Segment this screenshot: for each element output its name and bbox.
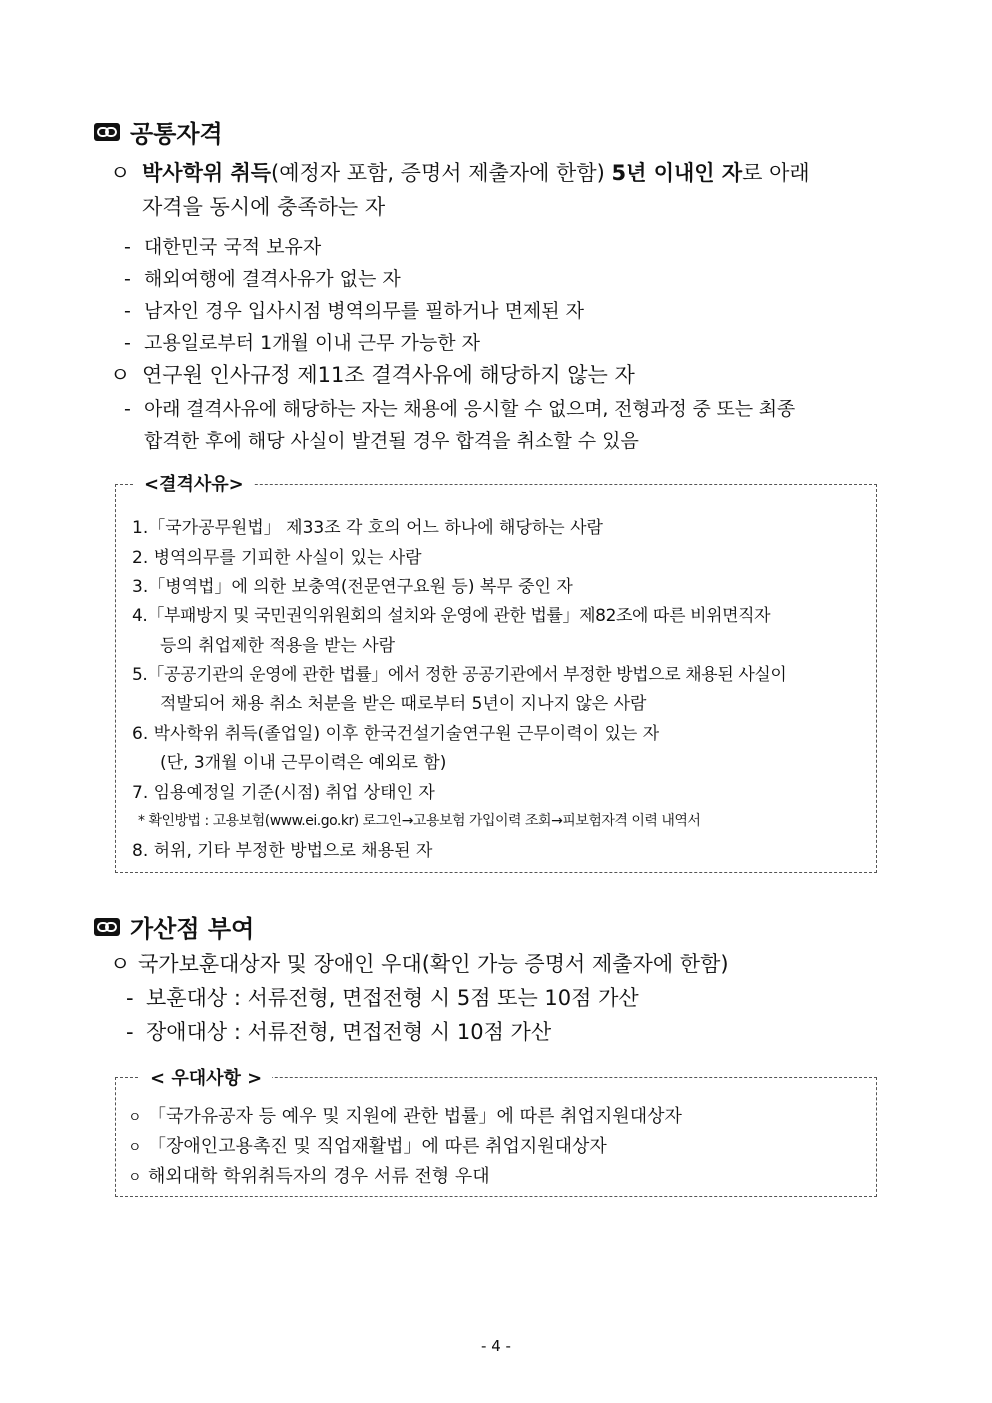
list-item: - 보훈대상 : 서류전형, 면접전형 시 5점 또는 10점 가산 [126, 986, 639, 1010]
pref-item: ㅇ 「국가유공자 등 예우 및 지원에 관한 법률」에 따른 취업지원대상자 [128, 1106, 682, 1127]
disqual-item: 7. 임용예정일 기준(시점) 취업 상태인 자 [132, 783, 435, 803]
section-title: 가산점 부여 [130, 915, 255, 943]
list-item: - 남자인 경우 입사시점 병역의무를 필하거나 면제된 자 [124, 300, 585, 322]
common-item-2: ㅇ 연구원 인사규정 제11조 결격사유에 해당하지 않는 자 [110, 363, 635, 387]
link-icon [94, 918, 120, 936]
item-text: (예정자 포함, 증명서 제출자에 한함) [271, 161, 612, 185]
disqualification-title: <결격사유> [134, 470, 254, 496]
disqual-item: 3.「병역법」에 의한 보충역(전문연구요원 등) 복무 중인 자 [132, 577, 573, 597]
disqual-item: 1.「국가공무원법」 제33조 각 호의 어느 하나에 해당하는 사람 [132, 518, 603, 538]
bonus-item-1: ㅇ 국가보훈대상자 및 장애인 우대(확인 가능 증명서 제출자에 한함) [110, 952, 729, 976]
disqual-note: * 확인방법 : 고용보험(www.ei.go.kr) 로그인→고용보험 가입이력 조회→피보험자격 이력 내역서 [138, 813, 701, 829]
disqual-item: 4.「부패방지 및 국민권익위원회의 설치와 운영에 관한 법률」제82조에 따른 비위면직자 [132, 606, 771, 626]
link-icon [94, 123, 120, 141]
section-header-common [94, 114, 223, 149]
phd-bold: 박사학위 취득 [142, 161, 272, 185]
list-item: - 고용일로부터 1개월 이내 근무 가능한 자 [124, 332, 480, 354]
list-item-continued: 합격한 후에 해당 사실이 발견될 경우 합격을 취소할 수 있음 [144, 430, 639, 452]
disqual-item: 2. 병역의무를 기피한 사실이 있는 사람 [132, 548, 422, 568]
preference-title: < 우대사항 > [140, 1064, 272, 1090]
section-header-bonus [94, 909, 254, 944]
disqual-item: 6. 박사학위 취득(졸업일) 이후 한국건설기술연구원 근무이력이 있는 자 [132, 724, 660, 744]
common-item-1 [110, 157, 896, 187]
list-item: - 해외여행에 결격사유가 없는 자 [124, 268, 401, 290]
list-item: - 대한민국 국적 보유자 [124, 236, 322, 258]
bullet: ㅇ [110, 161, 131, 185]
section-title: 공통자격 [130, 120, 223, 148]
item-text: 로 아래 [742, 161, 810, 185]
five-years-bold: 5년 이내인 자 [611, 161, 743, 185]
list-item: - 아래 결격사유에 해당하는 자는 채용에 응시할 수 없으며, 전형과정 중 또는 최종 [124, 398, 796, 420]
page-number: - 4 - [481, 1337, 511, 1355]
disqual-item: 5.「공공기관의 운영에 관한 법률」에서 정한 공공기관에서 부정한 방법으로 채용된 사실이 [132, 665, 787, 685]
disqual-item-continued: 등의 취업제한 적용을 받는 사람 [160, 636, 396, 656]
disqual-item-continued: (단, 3개월 이내 근무이력은 예외로 함) [160, 753, 447, 773]
common-item-1-line2: 자격을 동시에 충족하는 자 [142, 195, 386, 219]
pref-item: ㅇ 해외대학 학위취득자의 경우 서류 전형 우대 [128, 1166, 490, 1187]
disqual-item: 8. 허위, 기타 부정한 방법으로 채용된 자 [132, 841, 433, 861]
pref-item: ㅇ 「장애인고용촉진 및 직업재활법」에 따른 취업지원대상자 [128, 1136, 607, 1157]
disqual-item-continued: 적발되어 채용 취소 처분을 받은 때로부터 5년이 지나지 않은 사람 [160, 694, 647, 714]
list-item: - 장애대상 : 서류전형, 면접전형 시 10점 가산 [126, 1020, 552, 1044]
